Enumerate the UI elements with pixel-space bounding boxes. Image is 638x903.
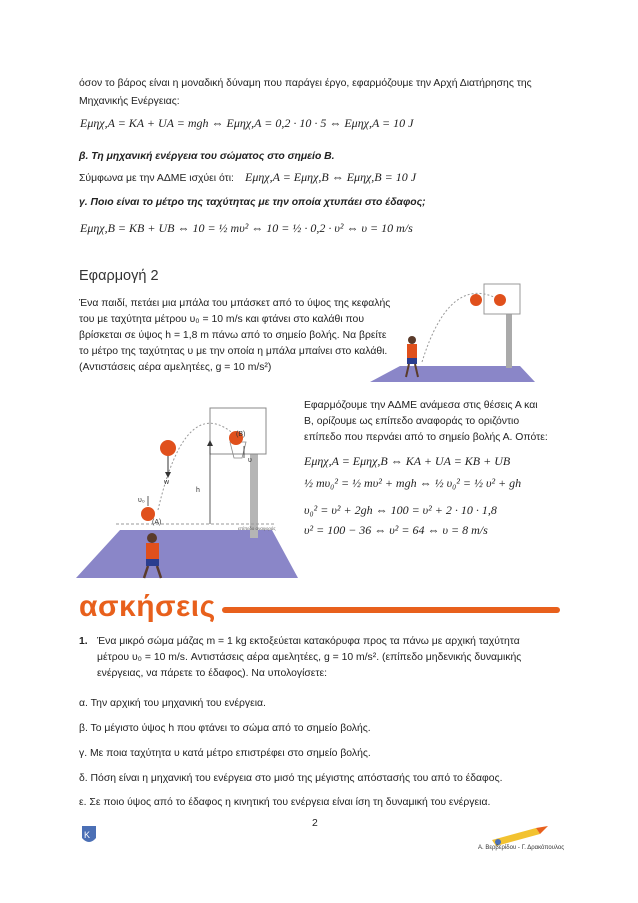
label-w: w	[164, 479, 170, 486]
exercise-1-c: γ. Με ποια ταχύτητα υ κατά μέτρο επιστρέφει στο σημείο βολής.	[79, 748, 371, 759]
footer-authors: Α. Βερβερίδου - Γ. Δρακόπουλος	[478, 845, 565, 851]
solution-line-1: Εφαρμόζουμε την ΑΔΜΕ ανάμεσα στις θέσεις Α και	[304, 400, 538, 411]
part-b-text: Σύμφωνα με την ΑΔΜΕ ισχύει ότι:	[79, 173, 234, 184]
solution-equation-1: Eμηχ,Α = Eμηχ,Β ⇔ KA + UA = KB + UB	[304, 454, 511, 468]
problem-line-5: (Αντιστάσεις αέρα αμελητέες, g = 10 m/s²)	[79, 362, 272, 373]
part-c-equation: Eμηχ,Β = KB + UB ⇔ 10 = ½ mυ² ⇔ 10 = ½ · 0,2 · υ² ⇔ υ = 10 m/s	[80, 221, 413, 235]
part-b-title: β. Τη μηχανική ενέργεια του σώματος στο σημείο Β.	[79, 151, 335, 162]
publisher-logo-icon	[80, 824, 98, 846]
exercise-1-e: ε. Σε ποιο ύψος από το έδαφος η κινητική του ενέργεια είναι ίση τη δυναμική του ενέργεια.	[79, 797, 491, 808]
part-c-title: γ. Ποιο είναι το μέτρο της ταχύτητας με την οποία χτυπάει στο έδαφος;	[79, 197, 426, 208]
label-v: υ	[248, 457, 252, 464]
ball-at-top	[160, 440, 176, 456]
problem-line-3: βρίσκεται σε ύψος h = 1,8 m πάνω από το σημείο βολής. Να βρείτε	[79, 330, 387, 341]
page-number: 2	[312, 818, 318, 829]
part-b-equation: Eμηχ,Α = Eμηχ,Β ⇔ Eμηχ,Β = 10 J	[245, 170, 417, 184]
exercise-1-line-1: Ένα μικρό σώμα μάζας m = 1 kg εκτοξεύεται κατακόρυφα προς τα πάνω με αρχική ταχύτητα	[97, 636, 520, 647]
label-v0: υ₀	[138, 497, 145, 504]
small-basketball-figure	[360, 282, 540, 390]
exercise-1-d: δ. Πόση είναι η μηχανική του ενέργεια στο μισό της μέγιστης απόστασής του από το έδαφος.	[79, 773, 503, 784]
problem-line-2: του με ταχύτητα μέτρου υ₀ = 10 m/s και φτάνει στο καλάθι που	[79, 314, 364, 325]
solution-equation-2: ½ mυ₀² = ½ mυ² + mgh ⇔ ½ υ₀² = ½ υ² + gh	[304, 476, 522, 490]
svg-text:Κ: Κ	[84, 830, 91, 840]
label-reference: επίπεδο αναφοράς	[238, 526, 276, 531]
small-ball-top	[470, 294, 482, 306]
exercise-1-text	[97, 634, 562, 682]
solution-equation-4: υ² = 100 − 36 ⇔ υ² = 64 ⇔ υ = 8 m/s	[304, 523, 488, 537]
exercise-1-a: α. Την αρχική του μηχανική του ενέργεια.	[79, 698, 266, 709]
basketball-figure	[76, 400, 298, 584]
pencil-icon	[486, 824, 556, 846]
problem-line-1: Ένα παιδί, πετάει μια μπάλα του μπάσκετ από το ύψος της κεφαλής	[79, 298, 391, 309]
intro-line-2: Μηχανικής Ενέργειας:	[79, 96, 180, 107]
exercise-1-line-2: μέτρου υ₀ = 10 m/s. Αντιστάσεις αέρα αμελητέες, g = 10 m/s². (επίπεδο μηδενικής δυναμικής	[97, 652, 522, 663]
application-heading: Εφαρμογή 2	[79, 268, 159, 284]
solution-text	[304, 398, 564, 446]
small-ball-b	[494, 294, 506, 306]
label-a: (A)	[152, 519, 162, 526]
intro-line-1: όσον το βάρος είναι η μοναδική δύναμη που παράγει έργο, εφαρμόζουμε την Αρχή Διατήρησης της	[79, 78, 532, 89]
label-h: h	[196, 487, 200, 494]
solution-line-3: επίπεδο που περνάει από το σημείο βολής Α. Οπότε:	[304, 432, 548, 443]
equation-mechanical-energy-a: Eμηχ,Α = KA + UA = mgh ⇔ Eμηχ,Α = 0,2 · 10 · 5 ⇔ Eμηχ,Α = 10 J	[80, 116, 414, 130]
small-floor	[370, 366, 535, 382]
problem-line-4: το μέτρο της ταχύτητας υ με την οποία η μπάλα μπαίνει στο καλάθι.	[79, 346, 388, 357]
exercise-1-line-3: ενέργειας, να πάρετε το έδαφος). Να υπολογίσετε:	[97, 668, 328, 679]
solution-line-2: Β, ορίζουμε ως επίπεδο αναφοράς το οριζόντιο	[304, 416, 520, 427]
exercises-rule	[222, 607, 560, 613]
exercise-1-number: 1.	[79, 636, 88, 647]
label-b: (B)	[236, 431, 246, 438]
exercise-1-b: β. Το μέγιστο ύψος h που φτάνει το σώμα από το σημείο βολής.	[79, 723, 371, 734]
floor	[76, 530, 298, 578]
solution-equation-3: υ₀² = υ² + 2gh ⇔ 100 = υ² + 2 · 10 · 1,8	[304, 503, 497, 517]
weight-arrow-head	[165, 472, 171, 478]
exercises-heading: ασκήσεις	[79, 590, 216, 623]
